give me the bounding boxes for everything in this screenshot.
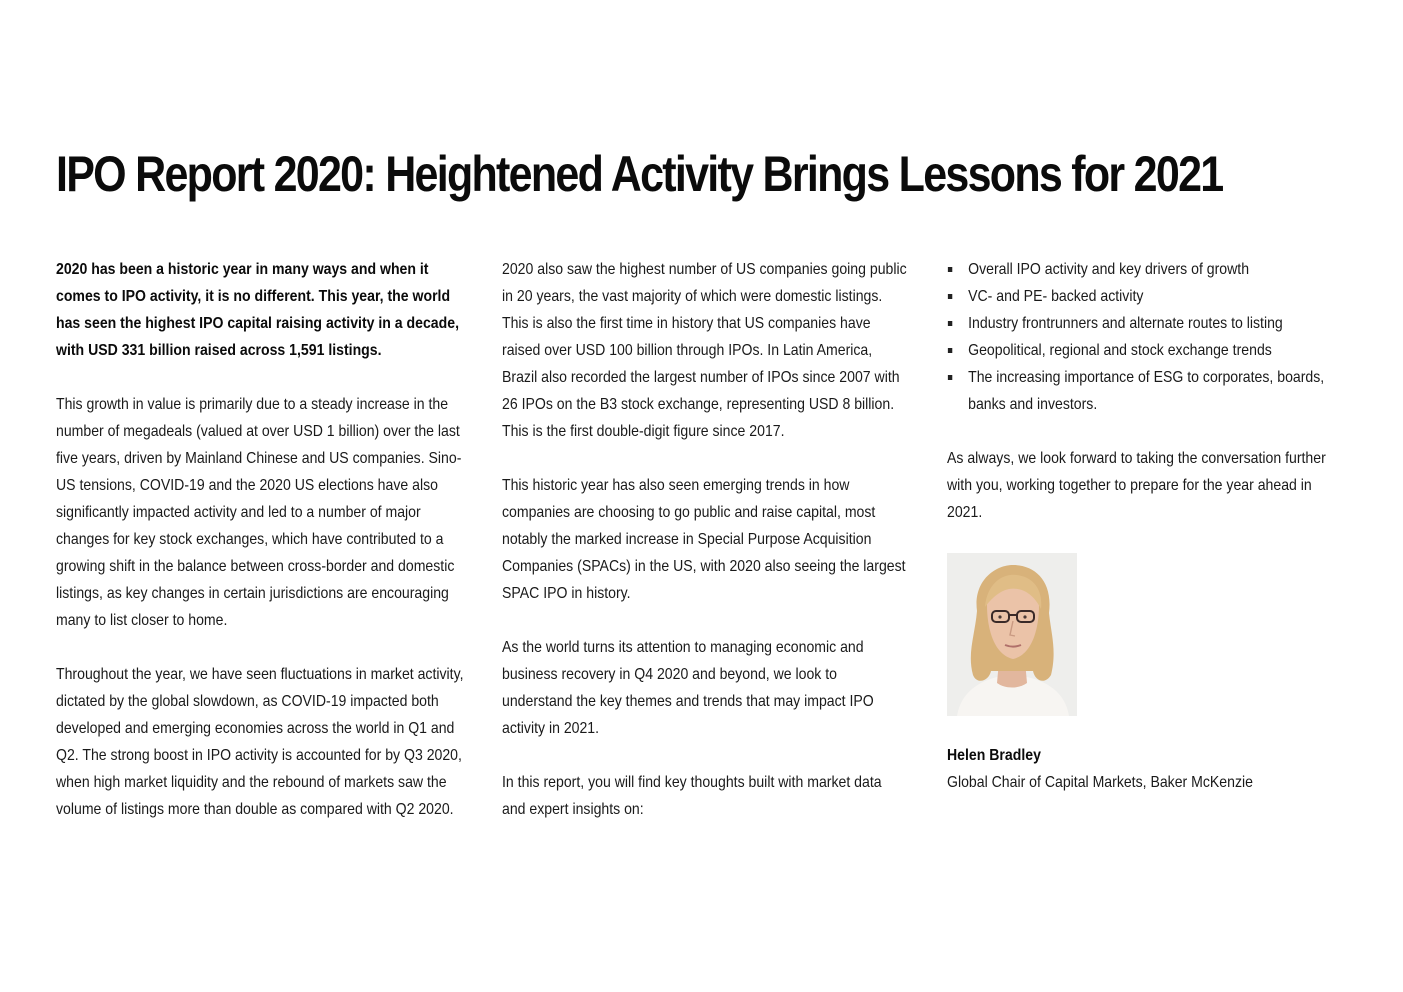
us-companies-paragraph: 2020 also saw the highest number of US companies going public in 20 years, the vast majority of which were domestic listings. This is also the first time in history that US companies have raised over USD 100 billion through IPOs. In Latin America, Brazil also recorded the largest number of IPOs since 2007 with 26 IPOs on the B3 stock exchange, representing USD 8 billion. This is the first double-digit figure since 2017. [502, 261, 907, 440]
column-right [947, 256, 1347, 553]
column-middle [502, 256, 907, 850]
page-title: IPO Report 2020: Heightened Activity Brings Lessons for 2021 [56, 146, 1223, 202]
insights-list [947, 256, 1348, 418]
list-item: Industry frontrunners and alternate routes to listing [947, 310, 1348, 337]
closing-paragraph: As always, we look forward to taking the conversation further with you, working together to prepare for the year ahead in 2021. [947, 450, 1326, 521]
list-item: Geopolitical, regional and stock exchange trends [947, 337, 1348, 364]
fluctuations-paragraph: Throughout the year, we have seen fluctuations in market activity, dictated by the global slowdown, as COVID-19 impacted both developed and emerging economies across the world in Q1 and Q2. The strong boost in IPO activity is accounted for by Q3 2020, when high market liquidity and the rebound of markets saw the volume of listings more than double as compared with Q2 2020. [56, 666, 464, 818]
portrait-illustration [947, 553, 1077, 716]
report-intro-paragraph: In this report, you will find key thoughts built with market data and expert insights on: [502, 774, 882, 818]
list-item: VC- and PE- backed activity [947, 283, 1348, 310]
lead-paragraph: 2020 has been a historic year in many ways and when it comes to IPO activity, it is no different. This year, the world has seen the highest IPO capital raising activity in a decade, with USD 331 billion raised across 1,591 listings. [56, 261, 459, 359]
author-block [947, 742, 1317, 796]
list-item: The increasing importance of ESG to corporates, boards, banks and investors. [947, 364, 1348, 418]
recovery-paragraph: As the world turns its attention to managing economic and business recovery in Q4 2020 and beyond, we look to understand the key themes and trends that may impact IPO activity in 2021. [502, 639, 874, 737]
column-left [56, 256, 466, 850]
author-role: Global Chair of Capital Markets, Baker McKenzie [947, 774, 1253, 791]
growth-paragraph: This growth in value is primarily due to a steady increase in the number of megadeals (valued at over USD 1 billion) over the last five years, driven by Mainland Chinese and US companies. Sino-US tensions, COVID-19 and the 2020 US elections have also significantly impacted activity and led to a number of major changes for key stock exchanges, which have contributed to a growing shift in the balance between cross-border and domestic listings, as key changes in certain jurisdictions are encouraging many to list closer to home. [56, 396, 462, 629]
author-name: Helen Bradley [947, 747, 1041, 764]
list-item: Overall IPO activity and key drivers of growth [947, 256, 1348, 283]
spac-paragraph: This historic year has also seen emerging trends in how companies are choosing to go public and raise capital, most notably the marked increase in Special Purpose Acquisition Companies (SPACs) in the US, with 2020 also seeing the largest SPAC IPO in history. [502, 477, 906, 602]
author-portrait [947, 553, 1077, 716]
